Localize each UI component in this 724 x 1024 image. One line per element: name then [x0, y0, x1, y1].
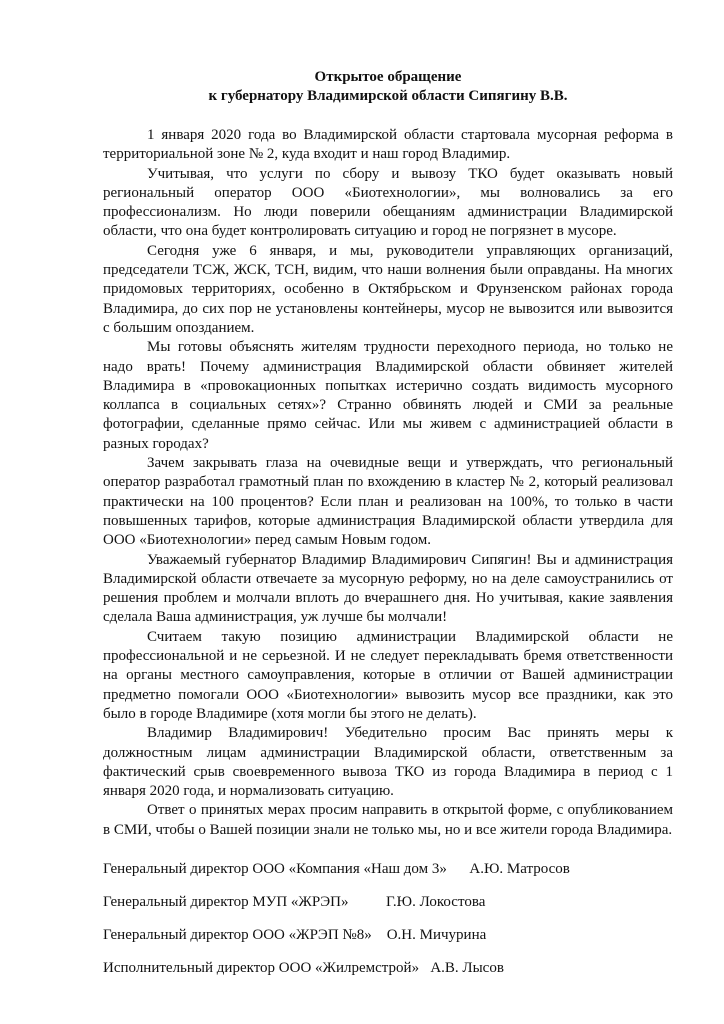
- signature-line: [103, 860, 673, 879]
- letter-title: Открытое обращение: [314, 69, 462, 85]
- signatory-name: А.В. Лысов: [430, 959, 504, 976]
- signatory-title: Генеральный директор ООО «Компания «Наш дом 3»: [103, 860, 447, 877]
- letter-addressee: к губернатору Владимирской области Сипягину В.В.: [208, 88, 568, 104]
- letter-header: [103, 68, 673, 106]
- paragraph-8: Владимир Владимирович! Убедительно просим Вас принять меры к должностным лицам администрации Владимирской области, ответственным за фактический срыв своевременного вывоза ТКО из города Владимира в период с 1 января 2020 года, и нормализовать ситуацию.: [103, 725, 673, 800]
- paragraph-2: Учитывая, что услуги по сбору и вывозу ТКО будет оказывать новый региональный оператор ООО «Биотехнологии», мы волновались за его профессионализм. Но люди поверили обещаниям администрации Владимирской области, что она будет контролировать ситуацию и город не погрязнет в мусоре.: [103, 165, 673, 240]
- signatory-name: Г.Ю. Локостова: [385, 893, 486, 910]
- paragraph-9: Ответ о принятых мерах просим направить в открытой форме, с опубликованием в СМИ, чтобы о Вашей позиции знали не только мы, но и все жители города Владимира.: [103, 802, 673, 838]
- paragraph-4: Мы готовы объяснять жителям трудности переходного периода, но только не надо врать! Почему администрация Владимирской области обвиняет жителей Владимира в «провокационных попытках истерично создать видимость мусорного коллапса в социальных сетях»? Странно обвинять людей и СМИ за реальные фотографии, сделанные прямо сейчас. Или мы живем с администрацией области в разных городах?: [103, 339, 673, 452]
- paragraph-3: Сегодня уже 6 января, и мы, руководители управляющих организаций, председатели ТСЖ, ЖСК, ТСН, видим, что наши волнения были оправданы. На многих придомовых территориях, особенно в Октябрьском и Фрунзенском районах города Владимира, до сих пор не установлены контейнеры, мусор не вывозится или вывозится с большим опозданием.: [103, 242, 673, 336]
- signatory-title: Генеральный директор ООО «ЖРЭП №8»: [103, 926, 372, 943]
- letter-body: [103, 126, 673, 840]
- paragraph-5: Зачем закрывать глаза на очевидные вещи и утверждать, что региональный оператор разработал грамотный план по вхождению в кластер № 2, который реализовал практически на 100 процентов? Если план и реализован на 100%, то только в части повышенных тарифов, которые администрация Владимирской области утвердила для ООО «Биотехнологии» перед самым Новым годом.: [103, 455, 673, 549]
- signatory-name: А.Ю. Матросов: [469, 860, 570, 877]
- signatory-title: Исполнительный директор ООО «Жилремстрой»: [103, 959, 420, 976]
- paragraph-1: 1 января 2020 года во Владимирской области стартовала мусорная реформа в территориальной зоне № 2, куда входит и наш город Владимир.: [103, 127, 673, 163]
- signature-line: [103, 959, 673, 978]
- signature-block: [103, 860, 673, 978]
- signature-line: [103, 893, 673, 912]
- signature-line: [103, 926, 673, 945]
- letter-page: [103, 68, 673, 992]
- paragraph-6: Уважаемый губернатор Владимир Владимирович Сипягин! Вы и администрация Владимирской области отвечаете за мусорную реформу, но на деле самоустранились от решения проблем и молчали вплоть до вчерашнего дня. Но учитывая, какие заявления сделала Ваша администрация, уж лучше бы молчали!: [103, 551, 673, 626]
- paragraph-7: Считаем такую позицию администрации Владимирской области не профессиональной и не серьезной. И не следует перекладывать бремя ответственности на органы местного самоуправления, которые в отличии от Вашей администрации предметно помогали ООО «Биотехнологии» вывозить мусор все праздники, как это было в городе Владимире (хотя могли бы этого не делать).: [103, 628, 673, 722]
- signatory-name: О.Н. Мичурина: [386, 926, 487, 943]
- signatory-title: Генеральный директор МУП «ЖРЭП»: [103, 893, 349, 910]
